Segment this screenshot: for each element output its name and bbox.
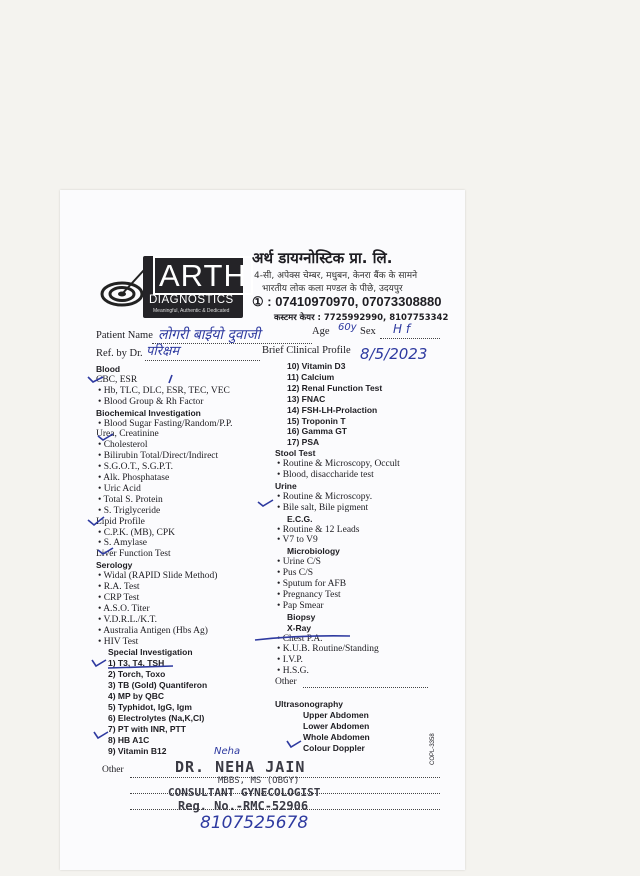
address-line-1: 4-सी, अपेक्स चेम्बर, मधुबन, केनरा बैंक के सामने — [254, 271, 418, 281]
item-text: Alk. Phosphatase — [103, 473, 170, 483]
item-text: Hb, TLC, DLC, ESR, TEC, VEC — [103, 385, 230, 396]
right-col-item: • Pus C/S — [277, 568, 314, 579]
item-text: Routine & Microscopy. — [282, 491, 373, 502]
logo-arth-text: ARTH — [153, 258, 253, 294]
age-label: Age — [312, 326, 330, 337]
item-text: S.G.O.T., S.G.P.T. — [103, 462, 174, 473]
right-col-item: 16) Gamma GT — [287, 426, 347, 437]
left-col-item: • Hb, TLC, DLC, ESR, TEC, VEC — [98, 385, 230, 396]
item-text: V7 to V9 — [282, 535, 318, 546]
patient-name-value: लोगरी बाईयो दुवाजी — [158, 327, 261, 343]
right-col-item: • Pap Smear — [277, 600, 324, 611]
right-col-item: Biopsy — [287, 611, 316, 622]
right-col-item: E.C.G. — [287, 513, 313, 524]
right-col-item: Stool Test — [275, 448, 316, 459]
patient-name-label: Patient Name — [96, 330, 153, 341]
right-col-item: 13) FNAC — [287, 393, 326, 404]
left-col-item: • A.S.O. Titer — [98, 603, 150, 614]
sex-label: Sex — [360, 326, 376, 337]
item-text: A.S.O. Titer — [103, 603, 150, 614]
item-text: CRP Test — [103, 592, 140, 603]
age-value: 60y — [338, 322, 357, 333]
logo-diagnostics-text: DIAGNOSTICS — [149, 294, 234, 306]
item-text: Blood Sugar Fasting/Random/P.P. — [103, 418, 233, 429]
item-text: S. Amylase — [103, 538, 147, 549]
right-col-item: • Urine C/S — [277, 557, 321, 568]
item-text: Chest P.A. — [282, 633, 323, 644]
left-col-item: Serology — [96, 560, 133, 571]
right-col-item: • Routine & Microscopy, Occult — [277, 459, 400, 470]
right-col-item: • V7 to V9 — [277, 535, 318, 546]
right-col-item: 11) Calcium — [287, 371, 335, 382]
item-text: Blood Group & Rh Factor — [103, 396, 204, 407]
target-logo-icon — [100, 268, 146, 308]
ref-label: Ref. by Dr. — [96, 348, 143, 359]
item-text: Urine C/S — [282, 557, 321, 568]
logo-tagline: Meaningful, Authentic & Dedicated — [153, 308, 230, 314]
left-col-item: • Blood Group & Rh Factor — [98, 396, 204, 407]
right-col-item: Colour Doppler — [303, 742, 365, 753]
left-col-item: • S.G.O.T., S.G.P.T. — [98, 462, 174, 473]
doctor-name: DR. NEHA JAIN — [175, 758, 306, 776]
right-col-item: 17) PSA — [287, 437, 320, 448]
handwritten-phone: 8107525678 — [200, 813, 309, 833]
item-text: Australia Antigen (Hbs Ag) — [103, 625, 208, 636]
right-col-item: • Pregnancy Test — [277, 589, 341, 600]
right-col-item: Other — [275, 677, 297, 688]
right-col-item: 12) Renal Function Test — [287, 382, 383, 393]
item-text: S. Triglyceride — [103, 505, 161, 516]
left-col-item: CBC, ESR — [96, 374, 138, 385]
item-text: Routine & 12 Leads — [282, 524, 360, 535]
right-col-item: • Sputum for AFB — [277, 579, 347, 589]
right-col-item: X-Ray — [287, 622, 312, 633]
item-text: Bilirubin Total/Direct/Indirect — [103, 451, 219, 462]
ref-value: परिक्षम — [146, 344, 180, 359]
left-col-item: • Bilirubin Total/Direct/Indirect — [98, 451, 219, 462]
right-col-item: Urine — [275, 480, 297, 491]
right-col-item: Lower Abdomen — [303, 720, 370, 731]
left-col-item: • Alk. Phosphatase — [98, 473, 170, 483]
left-col-item: Biochemical Investigation — [96, 407, 201, 418]
item-text: Pap Smear — [282, 600, 324, 611]
item-text: K.U.B. Routine/Standing — [282, 644, 379, 655]
item-text: Routine & Microscopy, Occult — [282, 459, 400, 470]
right-col-item: 10) Vitamin D3 — [287, 361, 346, 371]
item-text: V.D.R.L./K.T. — [103, 614, 158, 625]
right-col-item: • H.S.G. — [277, 666, 309, 677]
left-col-item: Special Investigation — [108, 647, 193, 658]
left-col-item: Lipid Profile — [96, 516, 145, 527]
right-col-item: Whole Abdomen — [303, 731, 370, 742]
left-col-item: 7) PT with INR, PTT — [108, 723, 186, 734]
left-col-item: • R.A. Test — [98, 582, 140, 592]
left-col-item: • C.P.K. (MB), CPK — [98, 527, 175, 538]
doctor-reg-no: Reg. No.-RMC-52906 — [178, 799, 309, 813]
right-col-item: • Routine & 12 Leads — [277, 524, 360, 535]
item-text: C.P.K. (MB), CPK — [103, 527, 175, 538]
left-col-item: 5) Typhidot, IgG, Igm — [108, 701, 192, 712]
item-text: Blood, disaccharide test — [282, 470, 374, 480]
item-text: Pregnancy Test — [282, 589, 341, 600]
left-col-item: • S. Amylase — [98, 538, 147, 549]
item-text: Widal (RAPID Slide Method) — [103, 571, 218, 582]
left-col-item: • V.D.R.L./K.T. — [98, 614, 158, 625]
right-col-item: Microbiology — [287, 546, 340, 557]
item-text: R.A. Test — [103, 582, 140, 592]
left-col-item: 6) Electrolytes (Na,K,Cl) — [108, 712, 205, 723]
left-col-item: • Uric Acid — [98, 483, 141, 494]
doctor-qualification: MBBS, MS (OBGY) — [218, 776, 300, 786]
item-text: HIV Test — [103, 636, 139, 647]
left-col-item: • Australia Antigen (Hbs Ag) — [98, 625, 208, 636]
left-col-item: • Blood Sugar Fasting/Random/P.P. — [98, 418, 233, 429]
left-col-item: • HIV Test — [98, 636, 139, 647]
right-col-item: Ultrasonography — [275, 698, 344, 709]
left-col-item: • Cholesterol — [98, 440, 148, 451]
left-col-item: 3) TB (Gold) Quantiferon — [108, 680, 208, 691]
signature: Neha — [214, 746, 241, 757]
date-value: 8/5/2023 — [360, 345, 428, 363]
left-col-item: • CRP Test — [98, 592, 140, 603]
phone-numbers: ① : 07410970970, 07073308880 — [252, 294, 442, 309]
left-col-item: Urea, Creatinine — [96, 429, 159, 440]
left-col-item: Blood — [96, 364, 121, 374]
right-col-item: • K.U.B. Routine/Standing — [277, 644, 379, 655]
right-col-item: • Bile salt, Bile pigment — [277, 502, 369, 513]
right-col-item: • Blood, disaccharide test — [277, 470, 374, 480]
item-text: Bile salt, Bile pigment — [282, 502, 369, 513]
sex-value: H f — [393, 322, 411, 336]
right-col-item: • Routine & Microscopy. — [277, 491, 373, 502]
item-text: Sputum for AFB — [282, 579, 347, 589]
hindi-company-name: अर्थ डायग्नोस्टिक प्रा. लि. — [252, 249, 393, 267]
item-text: I.V.P. — [282, 655, 303, 666]
address-line-2: भारतीय लोक कला मण्डल के पीछे, उदयपुर — [262, 284, 403, 294]
left-col-item: 8) HB A1C — [108, 734, 150, 745]
doctor-designation: CONSULTANT GYNECOLOGIST — [168, 786, 321, 799]
item-text: H.S.G. — [282, 666, 309, 677]
left-col-item: • Total S. Protein — [98, 494, 163, 505]
right-col-item: 14) FSH-LH-Prolaction — [287, 404, 378, 415]
arth-logo — [143, 256, 247, 318]
item-text: Cholesterol — [103, 440, 148, 451]
left-col-item: Liver Function Test — [96, 549, 171, 560]
left-col-item: 1) T3, T4, TSH — [108, 658, 165, 669]
left-col-item: 2) Torch, Toxo — [108, 669, 166, 680]
item-text: Pus C/S — [282, 568, 314, 579]
right-col-item: 15) Troponin T — [287, 415, 346, 426]
clinical-profile-label: Brief Clinical Profile — [262, 345, 351, 356]
side-code: COPL-3358 — [430, 733, 436, 765]
item-text: Uric Acid — [103, 483, 141, 494]
right-col-item: Upper Abdomen — [303, 709, 369, 720]
right-col-item: • Chest P.A. — [277, 633, 323, 644]
item-text: Total S. Protein — [103, 494, 163, 505]
left-col-item: 9) Vitamin B12 — [108, 745, 167, 756]
right-col-item: • I.V.P. — [277, 655, 303, 666]
other-label: Other — [102, 765, 124, 775]
left-col-item: • S. Triglyceride — [98, 505, 161, 516]
customer-care: कस्टमर केयर : 7725992990, 8107753342 — [274, 313, 449, 323]
left-col-item: 4) MP by QBC — [108, 691, 165, 701]
left-col-item: • Widal (RAPID Slide Method) — [98, 571, 218, 582]
